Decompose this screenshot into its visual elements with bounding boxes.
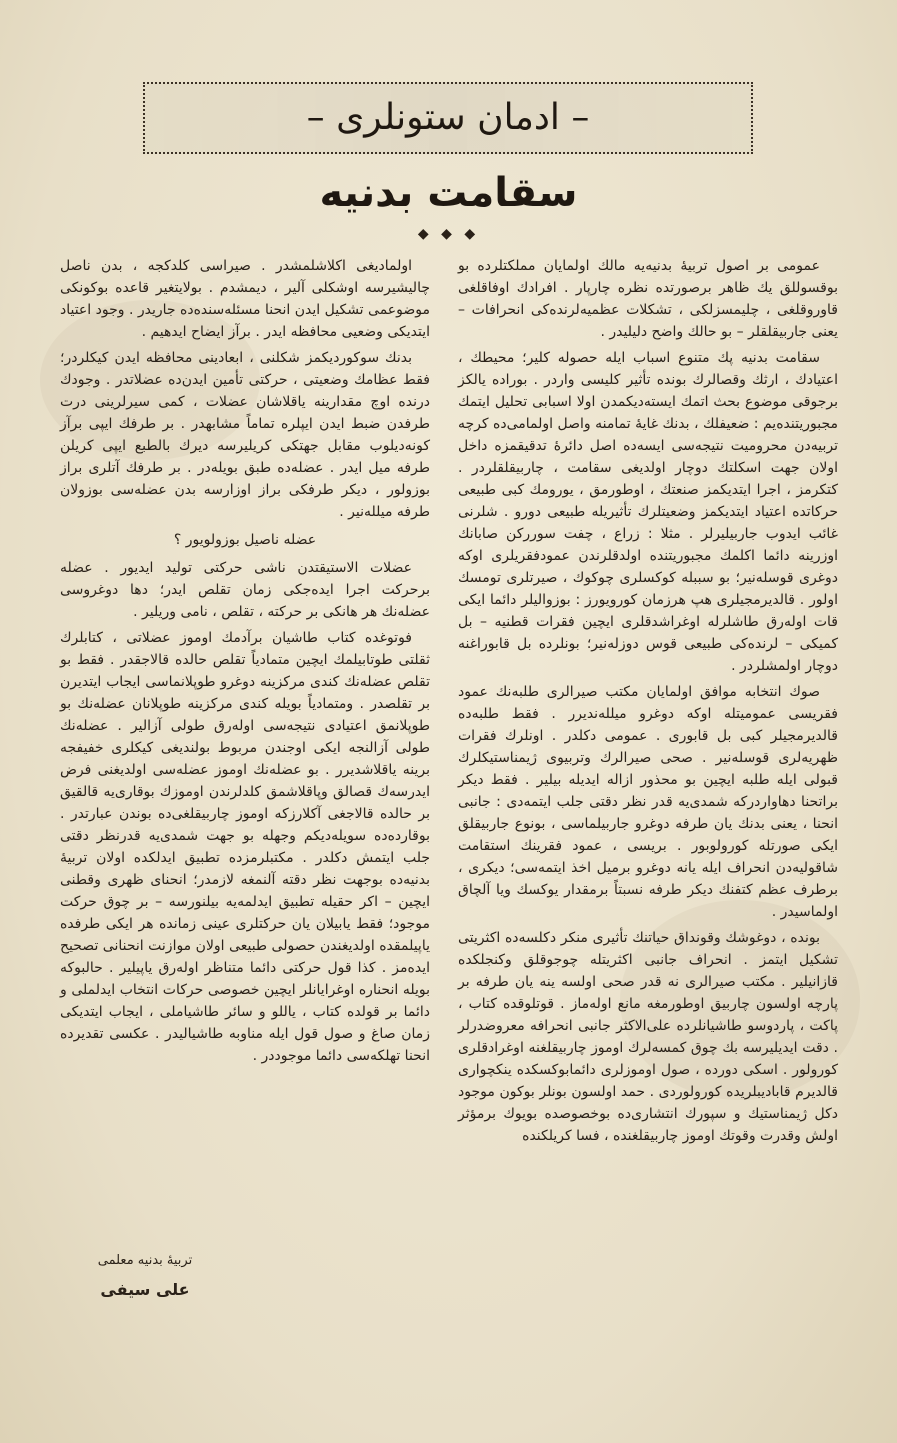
- series-header-box: [143, 82, 753, 154]
- paragraph: عمومی بر اصول تربیهٔ بدنیه‌یه مالك اولمایان مملکتلرده بو بوقسوللق یك ظاهر برصورتده نظره چارپار . افرادك اوفاقلغی قاوروقلغی ، چلیمسزلکی ، تشکلات عظمیه‌لرنده‌کی انحرافات – یعنی جاربیقلقلر – بو حالك واضح دلیلیدر .: [458, 258, 838, 340]
- paragraph: عضلات الاستیقتدن ناشی حرکتی تولید ایدیور . عضله برحرکت اجرا ایده‌جکی زمان تقلص ایدر؛ دها دوغروسی عضله‌نك هر هانکی بر حرکته ، تقلص ، نامی وریلیر .: [60, 560, 430, 620]
- paragraph: صوك انتخابه موافق اولمایان مکتب صیرالری طلبه‌نك عمود فقریسی عمومیتله اوکه دوغرو میلله‌ندیرر . فقط طلبه‌ده قالدیرمجیلر کبی بل قابوری . عمومی دکلدر . اونلرك فقرات ظهریه‌لری قوسله‌نیر . صحی صیرالرك وتربیوی ژیمناستیکلرك قبولی ایله طلبه ایچین بو محذور ازاله ایدیله بیلیر . فقط دیکر براتحنا دهاواردرکه شمدی‌یه قدر نظر دقتی جلب ایتمه‌دی : جانبی انحنا ، یعنی بدنك یان طرفه دوغرو جاربیلماسی ، بونوع جاربیقلق ایکی صورتله کورولوبور . بریسی ، عمود فقرینك استقامت شاقولیه‌دن انحراف ایله یانه دوغرو برمیل اخذ ایتمه‌سی؛ دیکری ، برطرف عظم کتفنك دیکر طرفه نسبتاً برمقدار یوکسك ویا آلچاق اولماسیدر .: [458, 684, 838, 920]
- paragraph: بدنك سوکوردیکمز شکلنی ، ابعادینی محافظه ایدن کیکلردر؛ فقط عظامك وضعیتی ، حرکتی تأمین ایدن‌ده عضلاتدر . وجودك درنده اوچ مقدارینه یاقلاشان عضلات ، کمی سیرلرینی درت طرفدن ضبط ایدن ایپلره تماماً مشابهدر . بر طرفك ایپی برآز کونه‌دیلوب مقابل جهتکی کریلیرسه دیرك بالطبع ایپی کریلن طرفه میل ایدر . عضله‌ده طبق بویله‌در . بر طرفك آتلری براز بوزولور ، دیکر طرفکی براز اوزارسه بدن عضله‌سی بوزولان طرفه میلله‌نیر .: [60, 350, 430, 520]
- paragraph: فوتوغده کتاب طاشیان برآدمك اوموز عضلاتی ، کتابلرك ثقلتی طوتابیلمك ایچین متمادیاً تقلص حالده قالاجقدر . فقط بو تقلص عضله‌نك کندی مرکزینه دوغرو طوپلانماسی ایجاب ایتدیرن بر تقلصدر . ومتمادیاً بویله کندی مرکزینه طوپلانان عضله‌نك بو طوپلانمق اعتیادی نتیجه‌سی اوله‌رق طولی آزالیر . عضله‌نك طولی آزالنجه ایکی اوجندن مربوط بولندیغی کیکلری خفیفجه برینه یاقلاشدیرر . بو عضله‌نك اوموز عضله‌سی اولدیغنی فرض ایدرسه‌ك قصالق وپاقلاشمق کلدلرندن اوموزك بوقاری‌یه قالقیق بر حالده قالاجغی آکلارزکه اوموز چاربیقلغی‌ده بوندن عبارتدر . بوقاردەده سویله‌دیکم وجهله بو جهت شمدی‌یه قدرنظر دقتی جلب ایتمش دکلدر . مکتبلرمزده تطبیق ایدلکده اولان تربیهٔ بدنیه‌ده بوجهت نظر دقته آلنمغه لازمدر؛ انحنای ظهری وقطنی ایچین – اکر حقیله تطبیق ایدلمه‌یه بیلنورسه – بر چوق حرکت موجود؛ فقط یابیلان یان حرکتلری عینی زمانده هر ایکی طرفده یاپیلمقده اولدیغندن حصولی طبیعی اولان موازنت انحنانی تصحیح ایده‌مز . کذا قول حرکتی دائما متناظر اوله‌رق یاپیلیر . حالبوکه بویله انحناره اوغرایانلر ایچین خصوصی حرکات انتخاب ایدلملی و دائما بر قولده کتاب ، یاللو و سائر طاشیاملی ، ایجاب ایتدیکی زمان صاغ و صول قول ایله مناوبه طاشیالیدر . عکسی تقدیرده انحنا تهلکه‌سی دائما موجوددر .: [60, 630, 430, 1064]
- series-title: – ادمان ستونلری –: [306, 97, 590, 138]
- author-name: علی سیفی: [100, 1280, 190, 1299]
- title-ornament: ◆ ◆ ◆: [417, 226, 480, 242]
- paragraph: سقامت بدنیه پك متنوع اسباب ایله حصوله کلیر؛ محیطك ، اعتیادك ، ارثك وقصالرك بونده تأثیر کلیسی واردر . بوراده یالکز برجوقی موضوع بحث اتمك ایسته‌دیکمدن اولا اسبابی تحلیل ایتمك مجبوریتنده‌یم : ضعیفلك ، بدنك غایهٔ تمامنه واصل اولمامی‌ده کرچه تربیه‌دن محرومیت نتیجه‌سی ایسه‌ده اصل دائرهٔ تدقیقمزه داخل اولان جهت اسکلتك دوچار اولدیغی سقامت ، چاربیقلقلردر . کتکرمز ، اجرا ایتدیکمز صنعتك ، اوطورمق ، یورومك کبی طبیعی حرکاتده اعتیاد ایتدیکمز وضعیتلرك تأثیریله طبیعی دورو . شلرنی غائب ایدوب جاربیلیرلر . مثلا : زراع ، چفت سوررکن صابانك اوزرینه دائما اکلمك مجبوریتنده اولدقلرندن عمودفقریلری اوکه دوغری قوسله‌نیر؛ بو سببله کوکسلری چوکوك ، صیرتلری تومسك اولور . قالدیرمجیلری هپ هرزمان کورویورز : بوزوالیلر دائما ایکی قات اوله‌رق طاشلرله اوغراشدقلری ایچین فقرات قطنیه – بل کمیکی – لرنده‌کی طبیعی قوس دوزله‌نیر؛ بونلرده بل قابوراغنه دوچار اولمشلردر .: [458, 350, 838, 674]
- right-column: [458, 255, 838, 1151]
- subheading: عضله ناصیل بوزولویور ؟: [173, 532, 317, 548]
- paragraph: اولمادیغی اکلاشلمشدر . صیراسی کلدکجه ، بدن ناصل چالیشیرسه اوشکلی آلیر ، دیمشدم . بولایتغیر قاعده بوکونکی موضوعمی تشکیل ایدن انحنا مسئله‌سنده‌ده جاریدر . وجود اعتیاد ایتدیکی وضعیی محافظه ایدر . برآز ایضاح ایدهیم .: [59, 258, 430, 340]
- left-column: [60, 255, 430, 1071]
- author-role: تربیهٔ بدنیه معلمی: [97, 1253, 193, 1268]
- paragraph: بونده ، دوغوشك وقونداق حیاتنك تأثیری منکر دکلسه‌ده اکثریتی تشکیل ایتمز . انحراف جانبی اکثریتله چوجوقلق وکنجلکده قازانیلیر . مکتب صیرالری نه قدر صحی اولسه ینه یان طرفه بر پارچه اولسون چاربیق اوطورمغه مانع اوله‌ماز . قوتلوقده کتاب ، پاکت ، پاردوسو طاشیانلرده علی‌الاکثر جانبی انحرافه معروضدرلر . دقت ایدیلیرسه بك چوق کمسه‌لرك اوموز چاربیقلغنه اوغرادقلری کورولور . اسکی دورده ، صول اوموزلری دائمابوکسکده ینکچواری قالدیرم قابادیبلریده کورولوردی . حمد اولسون بونلر بوکون موجود دکل ژیمناستیك و سپورك انتشاری‌ده بوخصوصده بویوك برمؤثر اولش وقدرت وقوتك اوموز چاربیقلغنده ، فسا کریلکنده: [458, 930, 838, 1144]
- article-title: سقامت بدنیه: [319, 170, 578, 216]
